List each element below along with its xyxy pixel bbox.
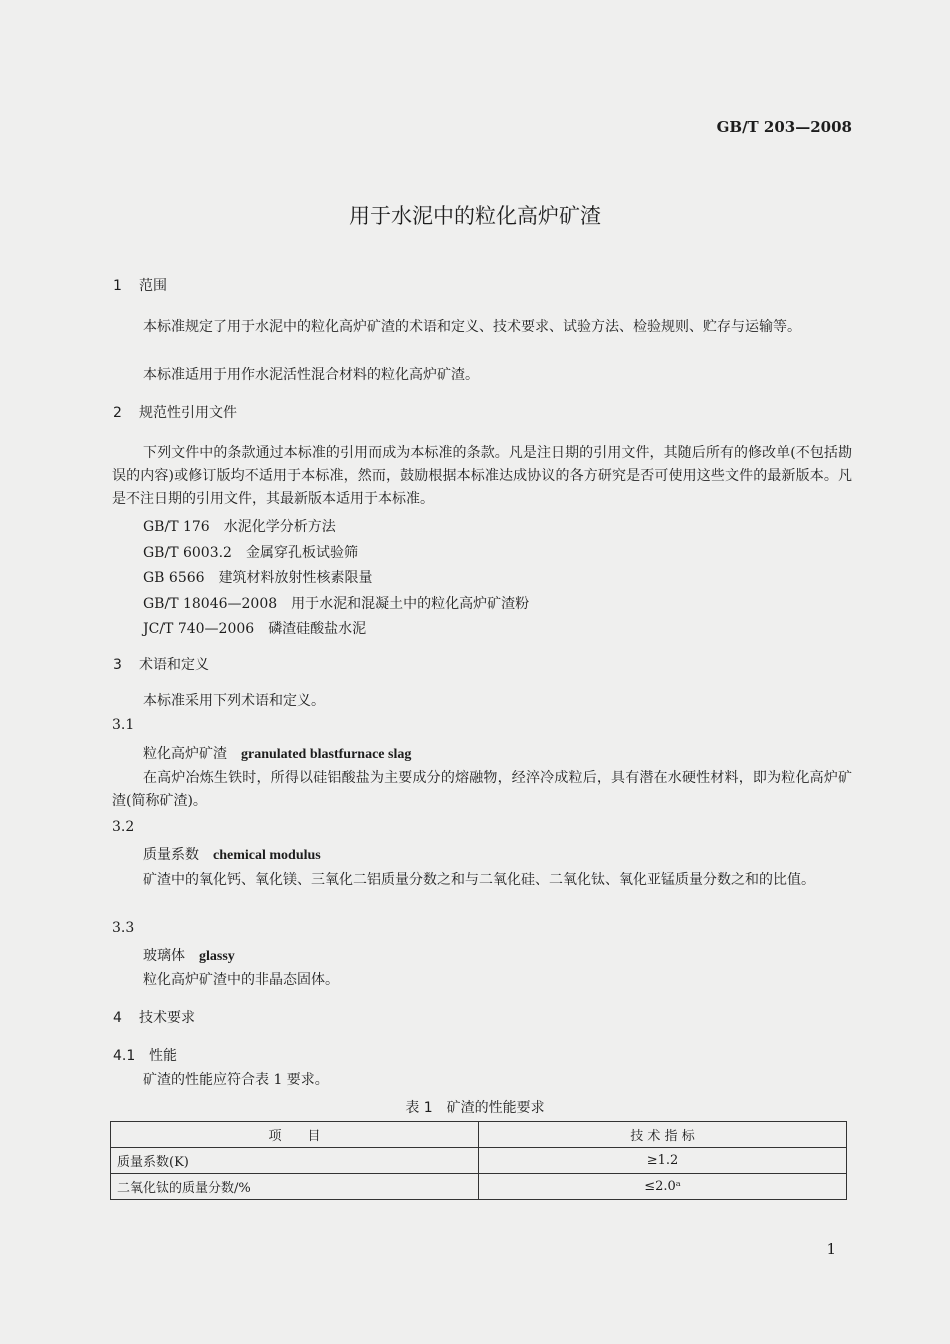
section-4-1-paragraph: 矿渣的性能应符合表 1 要求。: [143, 1072, 329, 1088]
section-2-heading: 2 规范性引用文件: [113, 405, 237, 421]
section-1-paragraph-2: 本标准适用于用作水泥活性混合材料的粒化高炉矿渣。: [143, 367, 479, 383]
term-number: 3.3: [112, 920, 135, 936]
section-4-heading: 4 技术要求: [113, 1010, 195, 1026]
table-caption: 表 1 矿渣的性能要求: [405, 1100, 545, 1116]
term-number: 3.2: [112, 819, 135, 835]
term-definition: 粒化高炉矿渣中的非晶态固体。: [143, 972, 339, 988]
reference-item: GB/T 18046—2008 用于水泥和混凝土中的粒化高炉矿渣粉: [143, 596, 530, 612]
table-row: [111, 1174, 847, 1200]
section-1-paragraph-1: 本标准规定了用于水泥中的粒化高炉矿渣的术语和定义、技术要求、试验方法、检验规则、贮存与运输等。: [143, 319, 801, 335]
reference-item: GB 6566 建筑材料放射性核素限量: [143, 570, 373, 586]
table-cell: 质量系数(K): [111, 1148, 479, 1174]
section-3-paragraph-1: 本标准采用下列术语和定义。: [143, 693, 325, 709]
section-4-1-heading: 4.1 性能: [113, 1048, 177, 1064]
table-cell: ≥1.2: [479, 1148, 847, 1174]
standard-code: GB/T 203—2008: [716, 118, 852, 136]
performance-table: [110, 1121, 847, 1200]
document-title: 用于水泥中的粒化高炉矿渣: [349, 204, 601, 228]
term-heading: 玻璃体 glassy: [143, 948, 235, 964]
term-definition: 矿渣中的氧化钙、氧化镁、三氧化二铝质量分数之和与二氧化硅、二氧化钛、氧化亚锰质量分数之和的比值。: [143, 872, 815, 888]
section-1-heading: 1 范围: [113, 278, 167, 294]
table-header-cell: 技 术 指 标: [479, 1122, 847, 1148]
term-definition: 在高炉冶炼生铁时，所得以硅铝酸盐为主要成分的熔融物，经淬冷成粒后，具有潜在水硬性材料，即为粒化高炉矿渣(简称矿渣)。: [112, 770, 852, 809]
table-header-cell: 项 目: [111, 1122, 479, 1148]
table-cell: ≤2.0ᵃ: [479, 1174, 847, 1200]
table-row: [111, 1148, 847, 1174]
term-heading: 质量系数 chemical modulus: [143, 847, 321, 863]
reference-item: GB/T 176 水泥化学分析方法: [143, 519, 336, 535]
term-heading: 粒化高炉矿渣 granulated blastfurnace slag: [143, 746, 412, 762]
reference-item: JC/T 740—2006 磷渣硅酸盐水泥: [143, 621, 367, 637]
table-header-row: [111, 1122, 847, 1148]
section-2-paragraph-1: 下列文件中的条款通过本标准的引用而成为本标准的条款。凡是注日期的引用文件，其随后所有的修改单(不包括勘误的内容)或修订版均不适用于本标准，然而，鼓励根据本标准达成协议的各方研究是否可使用这些文件的最新版本。凡是不注日期的引用文件，其最新版本适用于本标准。: [112, 445, 852, 507]
table-cell: 二氧化钛的质量分数/%: [111, 1174, 479, 1200]
page-number: 1: [826, 1240, 836, 1258]
reference-item: GB/T 6003.2 金属穿孔板试验筛: [143, 545, 358, 561]
term-number: 3.1: [112, 717, 135, 733]
section-3-heading: 3 术语和定义: [113, 657, 209, 673]
